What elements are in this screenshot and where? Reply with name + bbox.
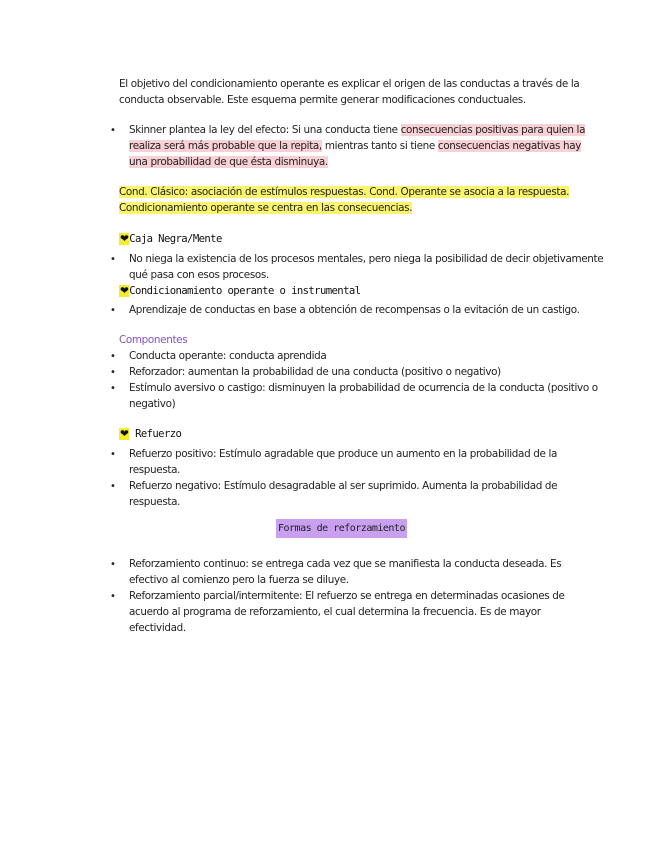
heading-caja-text: Caja Negra/Mente	[129, 233, 222, 245]
skinner-paragraph	[129, 123, 585, 170]
reforzamiento-continuo	[129, 557, 561, 589]
componentes-item-3-line-1: Estímulo aversivo o castigo: disminuyen la probabilidad de ocurrencia de la conducta (positivo o	[129, 382, 598, 394]
componentes-title: Componentes	[119, 334, 188, 346]
skinner-text-2: mientras tanto si tiene	[321, 139, 438, 152]
bullet: •	[110, 481, 116, 492]
continuo-line-2: efectivo al comienzo pero la fuerza se diluye.	[129, 573, 349, 586]
heading-condicionamiento	[119, 283, 360, 299]
bullet: •	[110, 591, 116, 602]
heart-icon: ❤	[120, 233, 129, 245]
heart-icon: ❤	[120, 285, 129, 297]
highlight-negative-cont: una probabilidad de que ésta disminuya.	[129, 155, 328, 168]
parcial-line-3: efectividad.	[129, 621, 186, 634]
bullet: •	[110, 383, 116, 394]
refuerzo-negativo	[129, 479, 557, 511]
highlight-negative: consecuencias negativas hay	[437, 139, 582, 152]
bullet: •	[110, 449, 116, 460]
heading-caja-negra	[119, 231, 222, 247]
bullet: •	[110, 351, 116, 362]
refuerzo-negativo-line-2: respuesta.	[129, 495, 181, 508]
parcial-line-2: acuerdo al programa de reforzamiento, el cual determina la frecuencia. Es de mayor	[129, 605, 541, 618]
caja-line-2: qué pasa con esos procesos.	[129, 268, 269, 281]
bullet: •	[110, 367, 116, 378]
cond-paragraph	[129, 303, 580, 319]
classical-vs-operant-note	[119, 185, 569, 217]
componentes-item-3-line-2: negativo)	[129, 397, 176, 410]
parcial-line-1: Reforzamiento parcial/intermitente: El refuerzo se entrega en determinadas ocasiones de	[129, 590, 565, 602]
refuerzo-negativo-line-1: Refuerzo negativo: Estímulo desagradable al ser suprimido. Aumenta la probabilidad de	[129, 480, 558, 492]
caja-paragraph	[129, 252, 603, 284]
componentes-item-1: Conducta operante: conducta aprendida	[129, 350, 327, 362]
heading-cond-text: Condicionamiento operante o instrumental	[129, 285, 361, 297]
heading-refuerzo-text: Refuerzo	[135, 428, 182, 440]
bullet: •	[110, 254, 116, 265]
refuerzo-positivo-line-2: respuesta.	[129, 463, 181, 476]
componentes-item-2: Reforzador: aumentan la probabilidad de una conducta (positivo o negativo)	[129, 366, 501, 378]
cond-line-1: Aprendizaje de conductas en base a obtención de recompensas o la evitación de un castigo.	[129, 304, 580, 316]
intro-line-1: El objetivo del condicionamiento operante es explicar el origen de las conductas a través de la	[119, 78, 580, 90]
heart-icon: ❤	[120, 428, 129, 440]
componentes-item-3	[129, 381, 598, 413]
heading-refuerzo	[119, 426, 181, 442]
intro-line-2: conducta observable. Este esquema permite generar modificaciones conductuales.	[119, 93, 526, 106]
bullet: •	[110, 125, 116, 136]
refuerzo-positivo	[129, 447, 557, 479]
refuerzo-positivo-line-1: Refuerzo positivo: Estímulo agradable que produce un aumento en la probabilidad de la	[129, 448, 558, 460]
highlight-positive-cont: realiza será más probable que la repita,	[129, 139, 322, 152]
skinner-text: Skinner plantea la ley del efecto: Si una conducta tiene	[129, 124, 401, 136]
intro-paragraph	[119, 77, 579, 109]
formas-banner: Formas de reforzamiento	[276, 519, 407, 538]
bullet: •	[110, 559, 116, 570]
note-line-2: Condicionamiento operante se centra en las consecuencias.	[119, 201, 413, 214]
bullet: •	[110, 305, 116, 316]
continuo-line-1: Reforzamiento continuo: se entrega cada vez que se manifiesta la conducta deseada. Es	[129, 558, 562, 570]
reforzamiento-parcial	[129, 589, 565, 636]
highlight-positive: consecuencias positivas para quien la	[400, 124, 586, 136]
caja-line-1: No niega la existencia de los procesos mentales, pero niega la posibilidad de decir objetivamente	[129, 253, 604, 265]
note-line-1: Cond. Clásico: asociación de estímulos respuestas. Cond. Operante se asocia a la respuesta.	[119, 186, 570, 198]
